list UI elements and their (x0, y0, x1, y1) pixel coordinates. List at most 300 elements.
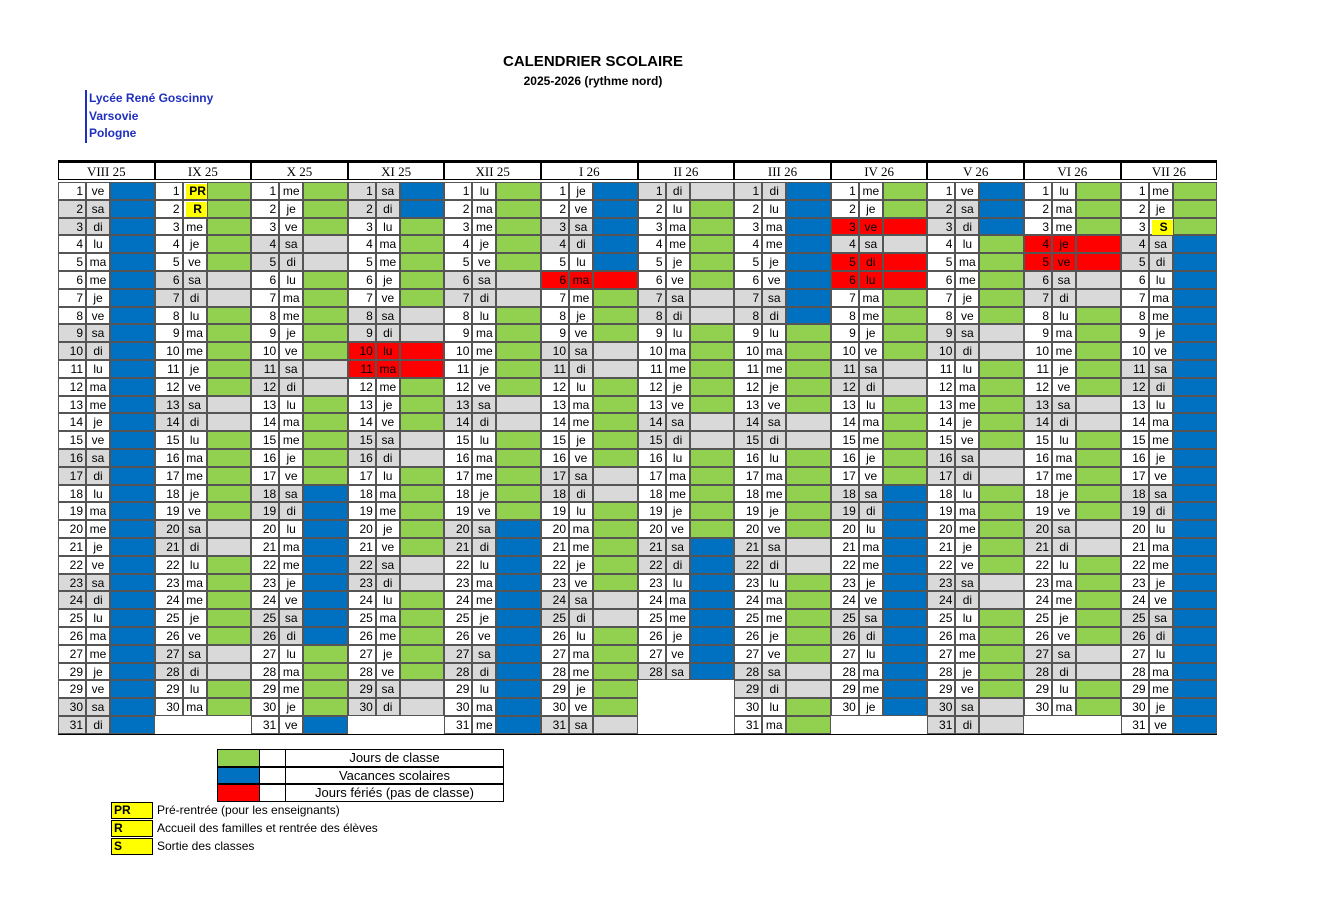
day-number: 13 (1121, 396, 1149, 414)
day-row (638, 538, 735, 556)
day-status-cell (979, 502, 1024, 520)
day-row (638, 574, 735, 592)
day-number: 6 (444, 271, 472, 289)
day-row (734, 716, 831, 734)
day-status-cell (400, 431, 445, 449)
day-row (1121, 342, 1218, 360)
day-weekday: me (666, 609, 690, 627)
day-number: 26 (541, 627, 569, 645)
day-weekday: je (569, 431, 593, 449)
day-status-cell (496, 627, 541, 645)
day-weekday: ve (183, 253, 207, 271)
day-row (831, 538, 928, 556)
day-status-cell (207, 645, 252, 663)
day-row (444, 502, 541, 520)
day-number: 8 (1121, 307, 1149, 325)
day-weekday: ve (569, 200, 593, 218)
day-status-cell (207, 289, 252, 307)
day-weekday: di (955, 716, 979, 734)
day-row (927, 716, 1024, 734)
day-status-cell (400, 502, 445, 520)
day-row (58, 645, 155, 663)
day-status-cell (690, 645, 735, 663)
day-status-cell (593, 396, 638, 414)
day-weekday: lu (762, 698, 786, 716)
day-number: 9 (927, 324, 955, 342)
day-status-cell (979, 378, 1024, 396)
day-weekday: lu (762, 574, 786, 592)
day-number: 26 (831, 627, 859, 645)
day-number: 25 (541, 609, 569, 627)
day-status-cell (400, 556, 445, 574)
day-number: 1 (1024, 182, 1052, 200)
day-number: 16 (58, 449, 86, 467)
day-row (155, 609, 252, 627)
day-weekday: je (762, 253, 786, 271)
day-status-cell (883, 342, 928, 360)
day-number: 21 (155, 538, 183, 556)
empty-day-row (638, 716, 735, 734)
day-number: 1 (444, 182, 472, 200)
day-number: 10 (541, 342, 569, 360)
day-weekday: me (666, 360, 690, 378)
day-weekday: me (472, 342, 496, 360)
day-weekday: me (472, 218, 496, 236)
day-status-cell (690, 520, 735, 538)
day-row (1024, 485, 1121, 503)
day-number: 8 (831, 307, 859, 325)
day-weekday: sa (1052, 396, 1076, 414)
day-row (348, 520, 445, 538)
day-weekday: sa (955, 200, 979, 218)
day-status-cell (690, 627, 735, 645)
day-row (1024, 591, 1121, 609)
day-status-cell (207, 200, 252, 218)
day-row (1121, 324, 1218, 342)
day-number: 16 (348, 449, 376, 467)
day-weekday: sa (376, 556, 400, 574)
day-row (927, 556, 1024, 574)
day-number: 4 (927, 235, 955, 253)
day-row (58, 396, 155, 414)
day-weekday: je (666, 378, 690, 396)
day-number: 19 (444, 502, 472, 520)
day-weekday: lu (86, 609, 110, 627)
day-number: 14 (155, 413, 183, 431)
day-status-cell (207, 431, 252, 449)
day-row (1024, 609, 1121, 627)
day-row (155, 680, 252, 698)
day-number: 25 (348, 609, 376, 627)
day-row (541, 663, 638, 681)
day-number: 7 (1121, 289, 1149, 307)
day-status-cell (207, 360, 252, 378)
day-number: 3 (58, 218, 86, 236)
day-number: 19 (831, 502, 859, 520)
day-row (927, 449, 1024, 467)
day-weekday: di (183, 538, 207, 556)
day-row (444, 609, 541, 627)
day-number: 24 (541, 591, 569, 609)
day-weekday: ma (86, 253, 110, 271)
day-row (251, 574, 348, 592)
day-weekday: lu (955, 360, 979, 378)
day-status-cell (303, 680, 348, 698)
day-row (58, 182, 155, 200)
day-row (348, 431, 445, 449)
day-weekday: ma (762, 342, 786, 360)
day-number: 26 (155, 627, 183, 645)
day-number: 28 (1024, 663, 1052, 681)
day-number: 29 (1024, 680, 1052, 698)
day-number: 28 (541, 663, 569, 681)
code-row (111, 802, 431, 820)
day-number: 25 (251, 609, 279, 627)
day-number: 8 (927, 307, 955, 325)
day-status-cell (979, 253, 1024, 271)
day-status-cell (979, 556, 1024, 574)
day-status-cell (883, 235, 928, 253)
day-weekday: ve (762, 396, 786, 414)
day-weekday: sa (472, 396, 496, 414)
day-number: 28 (251, 663, 279, 681)
day-row (444, 680, 541, 698)
day-status-cell (690, 574, 735, 592)
day-row (444, 556, 541, 574)
day-row (638, 289, 735, 307)
day-weekday: lu (183, 556, 207, 574)
day-number: 26 (348, 627, 376, 645)
day-number: 4 (1121, 235, 1149, 253)
day-weekday: sa (955, 574, 979, 592)
day-number: 16 (638, 449, 666, 467)
day-weekday: je (183, 360, 207, 378)
day-row (541, 235, 638, 253)
day-number: 11 (927, 360, 955, 378)
day-status-cell (496, 467, 541, 485)
day-status-cell (110, 324, 155, 342)
day-row (1024, 289, 1121, 307)
day-row (251, 200, 348, 218)
day-row (155, 574, 252, 592)
day-status-cell (1173, 271, 1218, 289)
day-weekday: di (376, 449, 400, 467)
month-column (1121, 162, 1218, 734)
day-number: 27 (1024, 645, 1052, 663)
day-number: 23 (831, 574, 859, 592)
day-number: 14 (927, 413, 955, 431)
day-status-cell (883, 182, 928, 200)
day-status-cell (1173, 449, 1218, 467)
day-status-cell (690, 271, 735, 289)
day-status-cell (496, 520, 541, 538)
day-number: 6 (1024, 271, 1052, 289)
day-weekday: je (1149, 200, 1173, 218)
day-row (638, 467, 735, 485)
day-number: 3 (734, 218, 762, 236)
day-number: 26 (734, 627, 762, 645)
day-status-cell (496, 413, 541, 431)
day-row (638, 253, 735, 271)
day-weekday: di (569, 485, 593, 503)
day-row (541, 324, 638, 342)
day-weekday: di (569, 609, 593, 627)
day-number: 23 (444, 574, 472, 592)
page-title: CALENDRIER SCOLAIRE (502, 53, 683, 70)
day-row (1024, 556, 1121, 574)
day-row (927, 200, 1024, 218)
day-status-cell (690, 378, 735, 396)
day-weekday: me (183, 218, 207, 236)
day-number: 25 (444, 609, 472, 627)
day-row (251, 289, 348, 307)
day-weekday: ve (472, 627, 496, 645)
day-weekday: lu (1052, 307, 1076, 325)
day-row (251, 324, 348, 342)
day-number: 17 (638, 467, 666, 485)
day-weekday: me (1149, 431, 1173, 449)
day-status-cell (690, 431, 735, 449)
day-status-cell (207, 591, 252, 609)
day-status-cell (1076, 342, 1121, 360)
day-status-cell (303, 663, 348, 681)
legend-swatch-public-holiday (217, 784, 260, 802)
day-number: 31 (541, 716, 569, 734)
day-number: 30 (1121, 698, 1149, 716)
day-row (155, 396, 252, 414)
day-row (734, 342, 831, 360)
day-weekday: di (666, 431, 690, 449)
day-weekday: ma (666, 467, 690, 485)
day-number: 29 (1121, 680, 1149, 698)
day-weekday: me (762, 485, 786, 503)
day-number: 29 (541, 680, 569, 698)
day-weekday: me (86, 271, 110, 289)
day-row (541, 716, 638, 734)
day-weekday: ve (666, 396, 690, 414)
day-row (348, 289, 445, 307)
day-status-cell (1076, 413, 1121, 431)
day-row (58, 324, 155, 342)
day-weekday: je (1052, 485, 1076, 503)
day-number: 21 (1024, 538, 1052, 556)
day-weekday: je (279, 324, 303, 342)
day-weekday: lu (472, 556, 496, 574)
day-row (927, 324, 1024, 342)
day-weekday: je (762, 627, 786, 645)
day-row (831, 413, 928, 431)
day-status-cell (979, 200, 1024, 218)
day-status-cell (786, 716, 831, 734)
day-weekday: je (1052, 609, 1076, 627)
day-weekday: me (859, 182, 883, 200)
day-number: 14 (348, 413, 376, 431)
day-number: 11 (734, 360, 762, 378)
day-row (831, 609, 928, 627)
day-status-cell (400, 627, 445, 645)
day-row (155, 449, 252, 467)
day-number: 4 (831, 235, 859, 253)
day-weekday: ma (376, 485, 400, 503)
day-status-cell (979, 591, 1024, 609)
day-number: 13 (541, 396, 569, 414)
day-number: 16 (831, 449, 859, 467)
legend-row (217, 749, 504, 767)
day-weekday: me (955, 396, 979, 414)
day-weekday: je (762, 378, 786, 396)
day-row (541, 218, 638, 236)
day-row (734, 467, 831, 485)
day-row (348, 449, 445, 467)
day-status-cell (303, 645, 348, 663)
day-row (251, 538, 348, 556)
day-row (831, 360, 928, 378)
day-row (638, 200, 735, 218)
day-weekday: di (1052, 413, 1076, 431)
day-weekday: lu (376, 591, 400, 609)
day-status-cell (593, 574, 638, 592)
day-status-cell (690, 449, 735, 467)
day-weekday: lu (569, 627, 593, 645)
day-row (348, 556, 445, 574)
day-number: 27 (251, 645, 279, 663)
day-number: 27 (444, 645, 472, 663)
day-weekday: sa (183, 396, 207, 414)
day-status-cell (110, 378, 155, 396)
day-number: 19 (541, 502, 569, 520)
day-number: 16 (155, 449, 183, 467)
day-row (638, 609, 735, 627)
day-number: 15 (155, 431, 183, 449)
day-status-cell (786, 609, 831, 627)
day-status-cell (786, 591, 831, 609)
day-row (541, 680, 638, 698)
day-number: 17 (927, 467, 955, 485)
code-row (111, 820, 431, 838)
day-row (541, 289, 638, 307)
day-status-cell (883, 307, 928, 325)
day-weekday: me (1052, 342, 1076, 360)
day-number: 11 (831, 360, 859, 378)
day-weekday: ma (472, 698, 496, 716)
day-status-cell (593, 716, 638, 734)
day-weekday: lu (376, 467, 400, 485)
day-row (155, 342, 252, 360)
day-weekday: sa (183, 645, 207, 663)
day-row (1121, 413, 1218, 431)
day-status-cell (400, 609, 445, 627)
day-row (444, 538, 541, 556)
day-weekday: di (472, 538, 496, 556)
day-row (541, 627, 638, 645)
day-number: 5 (541, 253, 569, 271)
day-number: 28 (444, 663, 472, 681)
day-row (1121, 449, 1218, 467)
day-row (734, 289, 831, 307)
day-weekday: ve (376, 289, 400, 307)
day-number: 13 (251, 396, 279, 414)
day-status-cell (303, 235, 348, 253)
day-status-cell (207, 413, 252, 431)
day-weekday: me (762, 235, 786, 253)
day-number: 28 (927, 663, 955, 681)
day-status-cell (883, 591, 928, 609)
day-status-cell (303, 200, 348, 218)
day-number: 6 (927, 271, 955, 289)
day-row (734, 271, 831, 289)
day-number: 12 (541, 378, 569, 396)
day-row (444, 574, 541, 592)
day-status-cell (1076, 449, 1121, 467)
day-number: 20 (1024, 520, 1052, 538)
day-weekday: di (472, 413, 496, 431)
day-status-cell (110, 342, 155, 360)
day-status-cell (400, 235, 445, 253)
day-status-cell (979, 574, 1024, 592)
day-status-cell (1173, 324, 1218, 342)
month-header: X 25 (251, 162, 348, 180)
day-weekday: je (86, 289, 110, 307)
day-number: 15 (1121, 431, 1149, 449)
day-row (927, 307, 1024, 325)
code-label: Accueil des familles et rentrée des élèves (157, 821, 378, 835)
day-status-cell (400, 289, 445, 307)
day-status-cell (400, 182, 445, 200)
day-row (1024, 324, 1121, 342)
day-number: 29 (155, 680, 183, 698)
day-number: 5 (734, 253, 762, 271)
day-row (251, 502, 348, 520)
month-column (638, 162, 735, 734)
day-status-cell (883, 538, 928, 556)
day-row (348, 342, 445, 360)
day-status-cell (110, 609, 155, 627)
day-status-cell (593, 182, 638, 200)
day-code-mark: S (1152, 220, 1176, 235)
day-status-cell (496, 449, 541, 467)
day-status-cell (110, 289, 155, 307)
day-weekday: di (859, 502, 883, 520)
day-row (1121, 218, 1218, 236)
day-row (541, 609, 638, 627)
day-status-cell (303, 396, 348, 414)
legend-row (217, 767, 504, 785)
day-row (444, 307, 541, 325)
day-row (927, 431, 1024, 449)
day-number: 15 (734, 431, 762, 449)
day-weekday: lu (666, 324, 690, 342)
day-status-cell (110, 538, 155, 556)
day-row (638, 502, 735, 520)
day-weekday: ve (183, 502, 207, 520)
day-number: 2 (831, 200, 859, 218)
day-number: 3 (927, 218, 955, 236)
day-number: 10 (1121, 342, 1149, 360)
day-weekday: sa (1149, 360, 1173, 378)
day-row (927, 663, 1024, 681)
day-row (444, 271, 541, 289)
day-weekday: je (955, 538, 979, 556)
school-country: Pologne (89, 126, 137, 140)
day-weekday: di (1052, 289, 1076, 307)
day-number: 18 (831, 485, 859, 503)
day-weekday: sa (569, 716, 593, 734)
day-status-cell (883, 467, 928, 485)
day-number: 27 (58, 645, 86, 663)
day-status-cell (1173, 218, 1218, 236)
day-number: 6 (831, 271, 859, 289)
day-number: 28 (638, 663, 666, 681)
